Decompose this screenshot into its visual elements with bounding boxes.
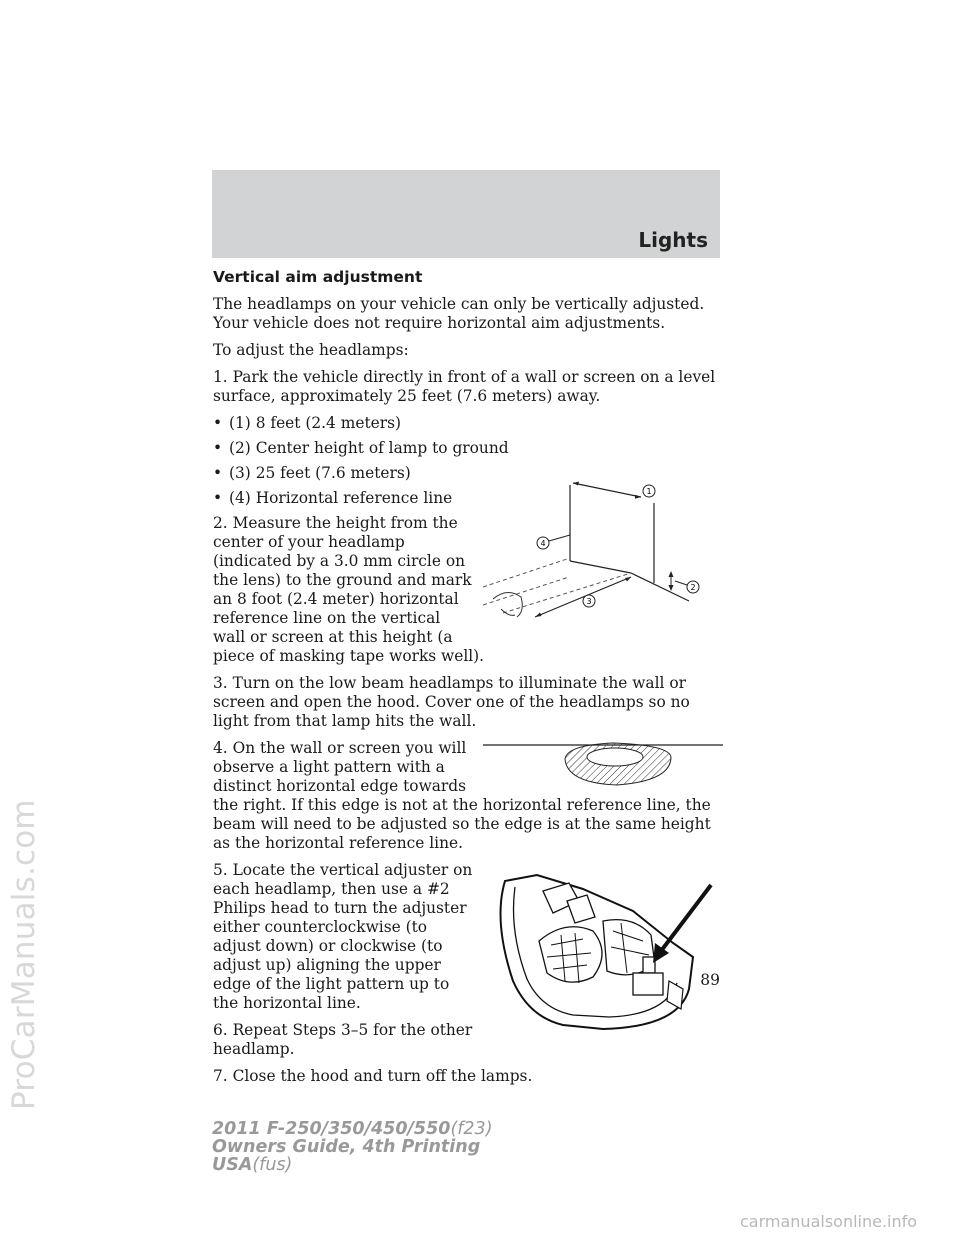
footer-region-code: (fus) — [252, 1155, 293, 1175]
callout-4: 4 — [540, 539, 546, 548]
section-title: Lights — [638, 228, 708, 252]
headlamp-adjuster-figure — [483, 861, 723, 1041]
bullet-3: • (3) 25 feet (7.6 meters) — [213, 464, 721, 483]
step-2: 2. Measure the height from the center of your headlamp (indicated by a 3.0 mm circle on the lens) to the ground and mark an 8 foot (2.4 meter) horizontal reference line on the vertical wall or screen at this height (a piece of masking tape works well). — [213, 514, 485, 665]
page-number: 89 — [700, 971, 720, 989]
intro-paragraph: The headlamps on your vehicle can only be vertically adjusted. Your vehicle does not require horizontal aim adjustments. — [213, 295, 705, 332]
callout-2: 2 — [690, 583, 696, 592]
bullet-2: • (2) Center height of lamp to ground — [213, 439, 721, 458]
to-adjust-paragraph: To adjust the headlamps: — [213, 341, 409, 359]
step-6: 6. Repeat Steps 3–5 for the other headlamp. — [213, 1021, 473, 1058]
footer-region: USA — [212, 1155, 253, 1175]
callout-3: 3 — [586, 597, 592, 606]
step-4: 4. On the wall or screen you will observe a light pattern with a distinct horizontal edge towards the right. If this edge is not at the horizontal reference line, the beam will need to be adjusted so the edge is at the same height as the horizontal reference line. — [213, 739, 711, 852]
callout-1: 1 — [646, 487, 652, 496]
bottom-watermark: carmanualsonline.info — [740, 1212, 918, 1231]
footer-info — [212, 1120, 493, 1174]
footer-model-code: (f23) — [450, 1119, 493, 1139]
step-7: 7. Close the hood and turn off the lamps. — [213, 1067, 533, 1085]
bullet-1: • (1) 8 feet (2.4 meters) — [213, 414, 721, 433]
section-header — [212, 170, 720, 258]
step-5: 5. Locate the vertical adjuster on each headlamp, then use a #2 Philips head to turn the adjuster either counterclockwise (to adjust down) or clockwise (to adjust up) aligning the upper edge of the light pattern up to the horizontal line. — [213, 861, 473, 1012]
step-1: 1. Park the vehicle directly in front of a wall or screen on a level surface, approximately 25 feet (7.6 meters) away. — [213, 368, 716, 405]
bullet-4: • (4) Horizontal reference line — [213, 489, 721, 508]
step-3: 3. Turn on the low beam headlamps to illuminate the wall or screen and open the hood. Cover one of the headlamps so no light from that lamp hits the wall. — [213, 674, 690, 730]
footer-model: 2011 F-250/350/450/550 — [212, 1119, 451, 1139]
footer-guide: Owners Guide, 4th Printing — [212, 1137, 481, 1157]
page-heading: Vertical aim adjustment — [213, 268, 423, 286]
page-content — [213, 268, 721, 1094]
side-watermark: ProCarManuals.com — [6, 799, 42, 1110]
beam-pattern-figure — [483, 741, 723, 791]
